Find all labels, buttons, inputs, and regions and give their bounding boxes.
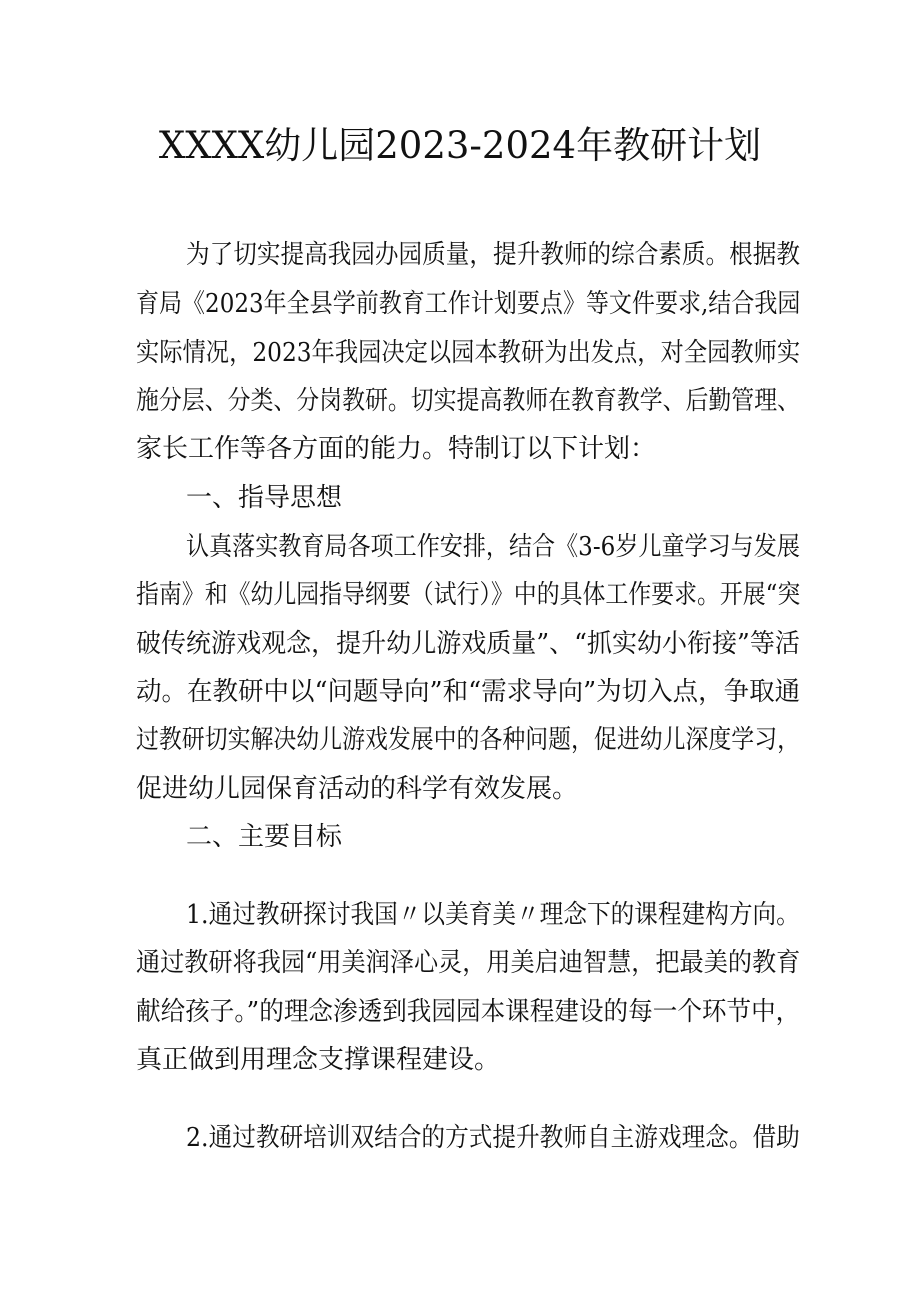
section1-line: 促进幼儿园保育活动的科学有效发展。 xyxy=(136,774,579,804)
goal1-line: 献给孩子。”的理念渗透到我园园本课程建设的每一个环节中， xyxy=(136,997,801,1027)
intro-line: 家长工作等各方面的能力。特制订以下计划： xyxy=(136,434,657,464)
intro-line: 施分层、分类、分岗教研。切实提高教师在教育教学、后勤管理、 xyxy=(136,386,801,416)
section1-line: 动。在教研中以“问题导向”和“需求导向”为切入点，争取通 xyxy=(136,677,801,707)
section1-line: 指南》和《幼儿园指导纲要（试行）》中的具体工作要求。开展“突 xyxy=(136,580,801,610)
goal1-line: 通过教研将我园“用美润泽心灵，用美启迪智慧，把最美的教育 xyxy=(136,948,801,978)
goal1-line: 真正做到用理念支撑课程建设。 xyxy=(136,1045,501,1075)
goal1-line: 1.通过教研探讨我国〃以美育美〃理念下的课程建构方向。 xyxy=(186,900,800,930)
intro-line: 为了切实提高我园办园质量，提升教师的综合素质。根据教 xyxy=(186,240,801,270)
section1-line: 认真落实教育局各项工作安排，结合《3-6岁儿童学习与发展 xyxy=(186,532,800,562)
intro-line: 实际情况，2023年我园决定以园本教研为出发点，对全园教师实 xyxy=(136,338,801,368)
goal2-line: 2.通过教研培训双结合的方式提升教师自主游戏理念。借助 xyxy=(186,1123,800,1153)
document-title: XXXX幼儿园2023-2024年教研计划 xyxy=(158,124,762,167)
intro-line: 育局《2023年全县学前教育工作计划要点》等文件要求,结合我园 xyxy=(136,289,801,319)
section1-line: 破传统游戏观念，提升幼儿游戏质量”、“抓实幼小衔接”等活 xyxy=(136,629,800,659)
section-heading-main-goals: 二、主要目标 xyxy=(186,822,343,852)
section1-line: 过教研切实解决幼儿游戏发展中的各种问题，促进幼儿深度学习， xyxy=(136,725,801,755)
section-heading-guiding-ideology: 一、指导思想 xyxy=(186,483,343,513)
